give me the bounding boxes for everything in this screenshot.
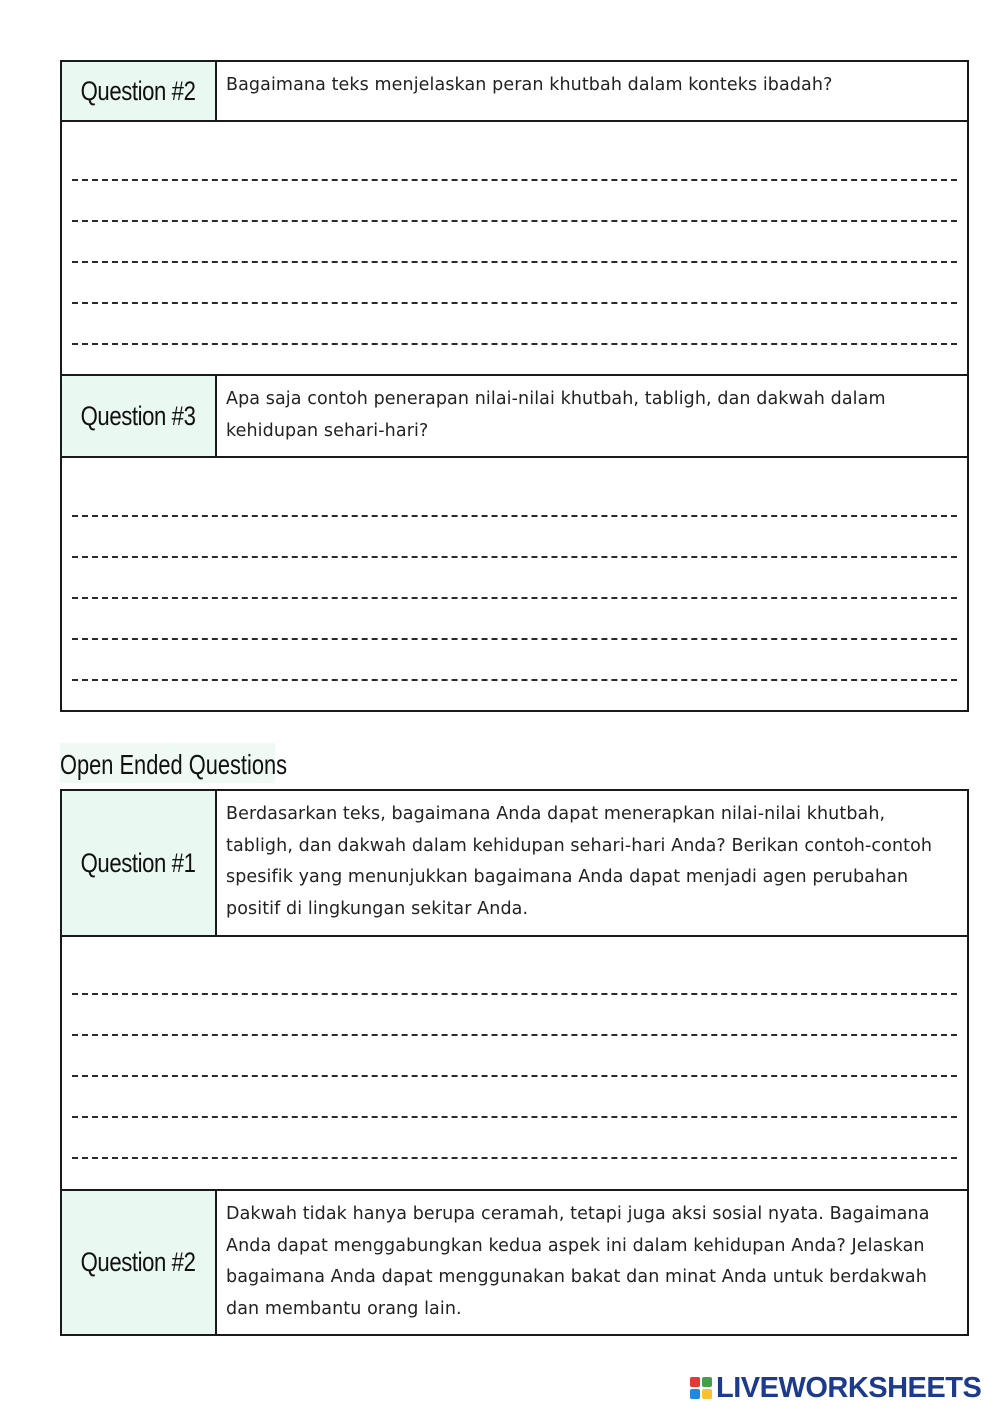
answer-line: [72, 1075, 957, 1077]
answer-line: [72, 1034, 957, 1036]
answer-line: [72, 261, 957, 263]
question-header: [60, 60, 969, 122]
question-label: Question #3: [62, 376, 217, 456]
logo-square: [690, 1377, 700, 1387]
logo-square: [702, 1389, 712, 1399]
answer-box[interactable]: [60, 122, 969, 376]
question-text: Berdasarkan teks, bagaimana Anda dapat menerapkan nilai-nilai khutbah, tabligh, dan dakwah dalam kehidupan sehari-hari Anda? Berikan contoh-contoh spesifik yang menunjukkan bagaimana Anda dapat menjadi agen perubahan positif di lingkungan sekitar Anda.: [226, 804, 933, 919]
logo-icon: [690, 1377, 712, 1399]
answer-line: [72, 597, 957, 599]
answer-line: [72, 556, 957, 558]
question-label: Question #1: [62, 791, 217, 935]
question-label: Question #2: [62, 1191, 217, 1334]
answer-line: [72, 220, 957, 222]
answer-line: [72, 1116, 957, 1118]
logo-text: LIVEWORKSHEETS: [716, 1371, 982, 1404]
question-text: Apa saja contoh penerapan nilai-nilai khutbah, tabligh, dan dakwah dalam kehidupan sehari-hari?: [226, 389, 886, 441]
liveworksheets-logo: [690, 1373, 981, 1403]
answer-box[interactable]: [60, 458, 969, 712]
question-text: Dakwah tidak hanya berupa ceramah, tetapi juga aksi sosial nyata. Bagaimana Anda dapat menggabungkan kedua aspek ini dalam kehidupan Anda? Jelaskan bagaimana Anda dapat menggunakan bakat dan minat Anda untuk berdakwah dan membantu orang lain.: [226, 1204, 930, 1319]
answer-line: [72, 343, 957, 345]
question-header: [60, 789, 969, 937]
answer-line: [72, 179, 957, 181]
question-header: [60, 1189, 969, 1336]
logo-square: [702, 1377, 712, 1387]
logo-square: [690, 1389, 700, 1399]
answer-line: [72, 993, 957, 995]
question-header: [60, 374, 969, 458]
section-title: Open Ended Questions: [60, 743, 275, 783]
question-label: Question #2: [62, 62, 217, 120]
question-text: Bagaimana teks menjelaskan peran khutbah dalam konteks ibadah?: [226, 75, 833, 95]
answer-line: [72, 302, 957, 304]
answer-line: [72, 1157, 957, 1159]
answer-line: [72, 638, 957, 640]
answer-line: [72, 679, 957, 681]
answer-box[interactable]: [60, 937, 969, 1191]
answer-line: [72, 515, 957, 517]
